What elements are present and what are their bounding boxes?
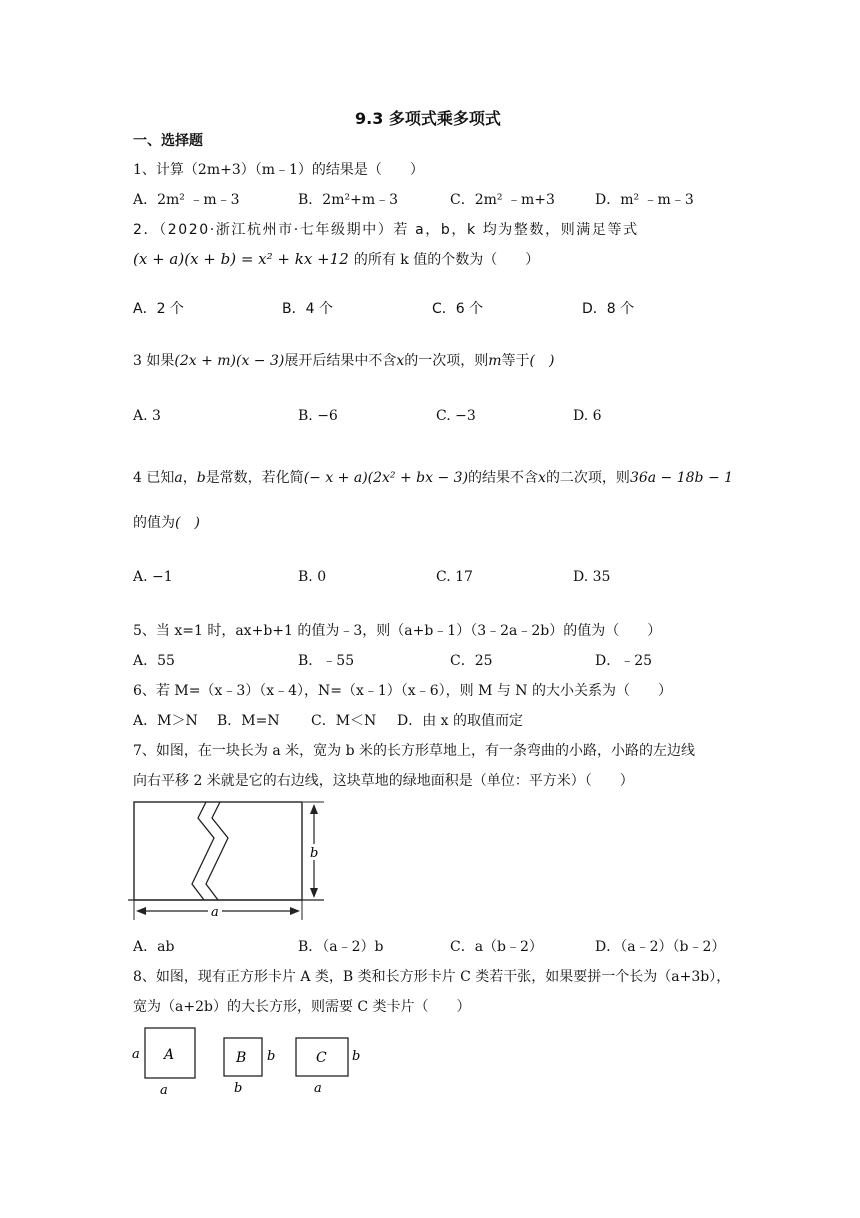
card-c-bottom-label: a [314,1081,322,1096]
width-label: a [211,905,219,920]
height-arrow-top [310,804,318,814]
q5-option-c: C．25 [450,653,493,669]
q8-stem-line1: 8、如图，现有正方形卡片 A 类，B 类和长方形卡片 C 类若干张，如果要拼一个长为（a+3b）， [133,969,731,985]
card-a-bottom-label: a [160,1083,168,1098]
lawn-rectangle [134,802,302,900]
q2-option-c: C．6 个 [432,301,484,317]
card-b-name: B [236,1050,247,1066]
q3-math-m: m [488,353,502,369]
q1-option-d: D．m² ﹣m﹣3 [595,192,694,208]
q7-option-d: D．（a﹣2）（b﹣2） [595,939,726,955]
width-arrow-left [136,907,146,915]
q4-math-b: b [196,470,206,486]
q2-stem-text: 的所有 k 值的个数为（ ） [353,252,540,268]
q3-text-a: 3 如果 [133,353,175,369]
q7-option-b: B．（a﹣2）b [298,939,384,955]
q3-text-d: 等于 [501,353,530,369]
q4-sep: ， [182,470,197,486]
q3-text-c: 的一次项，则 [404,353,489,369]
q3-stem [133,350,554,370]
q4-stem-line2 [133,512,200,532]
card-c-name: C [316,1050,327,1066]
q7-option-c: C．a（b﹣2） [450,939,543,955]
q4-option-b: B. 0 [298,569,327,585]
q4-option-c: C. 17 [436,569,473,585]
q4-text-a: 4 已知 [133,470,175,486]
q7-lawn-figure [128,798,328,923]
q3-option-b: B. −6 [298,408,338,424]
card-a-side-label: a [132,1047,140,1062]
q4-text-b: 是常数，若化简 [205,470,304,486]
q5-option-b: B．﹣55 [298,653,355,669]
q3-option-d: D. 6 [573,408,602,424]
width-arrow-right [290,907,300,915]
q1-option-b: B．2m²+m﹣3 [298,192,398,208]
q3-option-c: C. −3 [436,408,476,424]
height-arrow-bottom [310,888,318,898]
q6-option-d: D．由 x 的取值而定 [397,713,524,729]
q4-math-x: x [538,470,546,486]
q7-option-a: A．ab [133,939,175,955]
q1-option-c: C．2m² ﹣m+3 [450,192,555,208]
q4-math-a: a [174,470,183,486]
q5-option-a: A．55 [133,653,175,669]
q4-math-expression: (− x + a)(2x² + bx − 3) [303,470,469,486]
q6-option-b: B．M=N [217,713,280,729]
path-right-edge [206,802,228,900]
q2-equation: (x + a)(x + b) = x² + kx +12 [133,250,349,268]
height-label: b [310,846,319,861]
page-title: 9.3 多项式乘多项式 [355,109,501,128]
q6-option-c: C．M＜N [311,713,377,729]
q4-text-line2: 的值为 [133,515,175,531]
q2-option-a: A．2 个 [133,301,184,317]
q8-cards-figure [128,1024,368,1099]
q8-stem-line2: 宽为（a+2b）的大长方形，则需要 C 类卡片（ ） [133,999,471,1015]
q7-stem-line2: 向右平移 2 米就是它的右边线，这块草地的绿地面积是（单位：平方米）（ ） [133,773,634,789]
card-b-side-label: b [267,1049,276,1064]
q2-stem-line1: 2．（2020·浙江杭州市·七年级期中）若 a，b，k 均为整数，则满足等式 [133,222,639,238]
q3-answer-paren: ( ) [529,353,555,369]
section-heading: 一、选择题 [133,133,203,149]
q5-stem: 5、当 x=1 时，ax+b+1 的值为﹣3，则（a+b﹣1）（3﹣2a﹣2b）的值为（ ） [133,623,662,639]
q2-stem-line2 [133,249,539,269]
card-c-side-label: b [352,1049,361,1064]
q1-stem: 1、计算（2m+3）（m﹣1）的结果是（ ） [133,162,424,178]
card-b-bottom-label: b [234,1081,243,1096]
q4-option-d: D. 35 [573,569,611,585]
q2-option-d: D．8 个 [582,301,635,317]
q2-option-b: B．4 个 [282,301,333,317]
q3-math-expression: (2x + m)(x − 3) [174,353,285,369]
card-a-name: A [164,1047,175,1063]
q4-math-target: 36a − 18b − 1 [629,470,734,486]
q1-option-a: A．2m² ﹣m﹣3 [133,192,240,208]
q7-stem-line1: 7、如图，在一块长为 a 米，宽为 b 米的长方形草地上，有一条弯曲的小路，小路的左边线 [133,743,696,759]
q5-option-d: D．﹣25 [595,653,653,669]
q3-option-a: A. 3 [133,408,161,424]
q4-text-c: 的结果不含 [468,470,539,486]
q6-stem: 6、若 M=（x﹣3）（x﹣4），N=（x﹣1）（x﹣6），则 M 与 N 的大小关系为（ ） [133,683,672,699]
path-left-edge [192,802,214,900]
q4-option-a: A. −1 [133,569,173,585]
q4-answer-paren: ( ) [175,515,200,531]
q3-math-x: x [396,353,405,369]
q4-stem [133,467,733,487]
q4-text-d: 的二次项，则 [545,470,630,486]
q6-option-a: A．M＞N [133,713,198,729]
q3-text-b: 展开后结果中不含 [284,353,397,369]
